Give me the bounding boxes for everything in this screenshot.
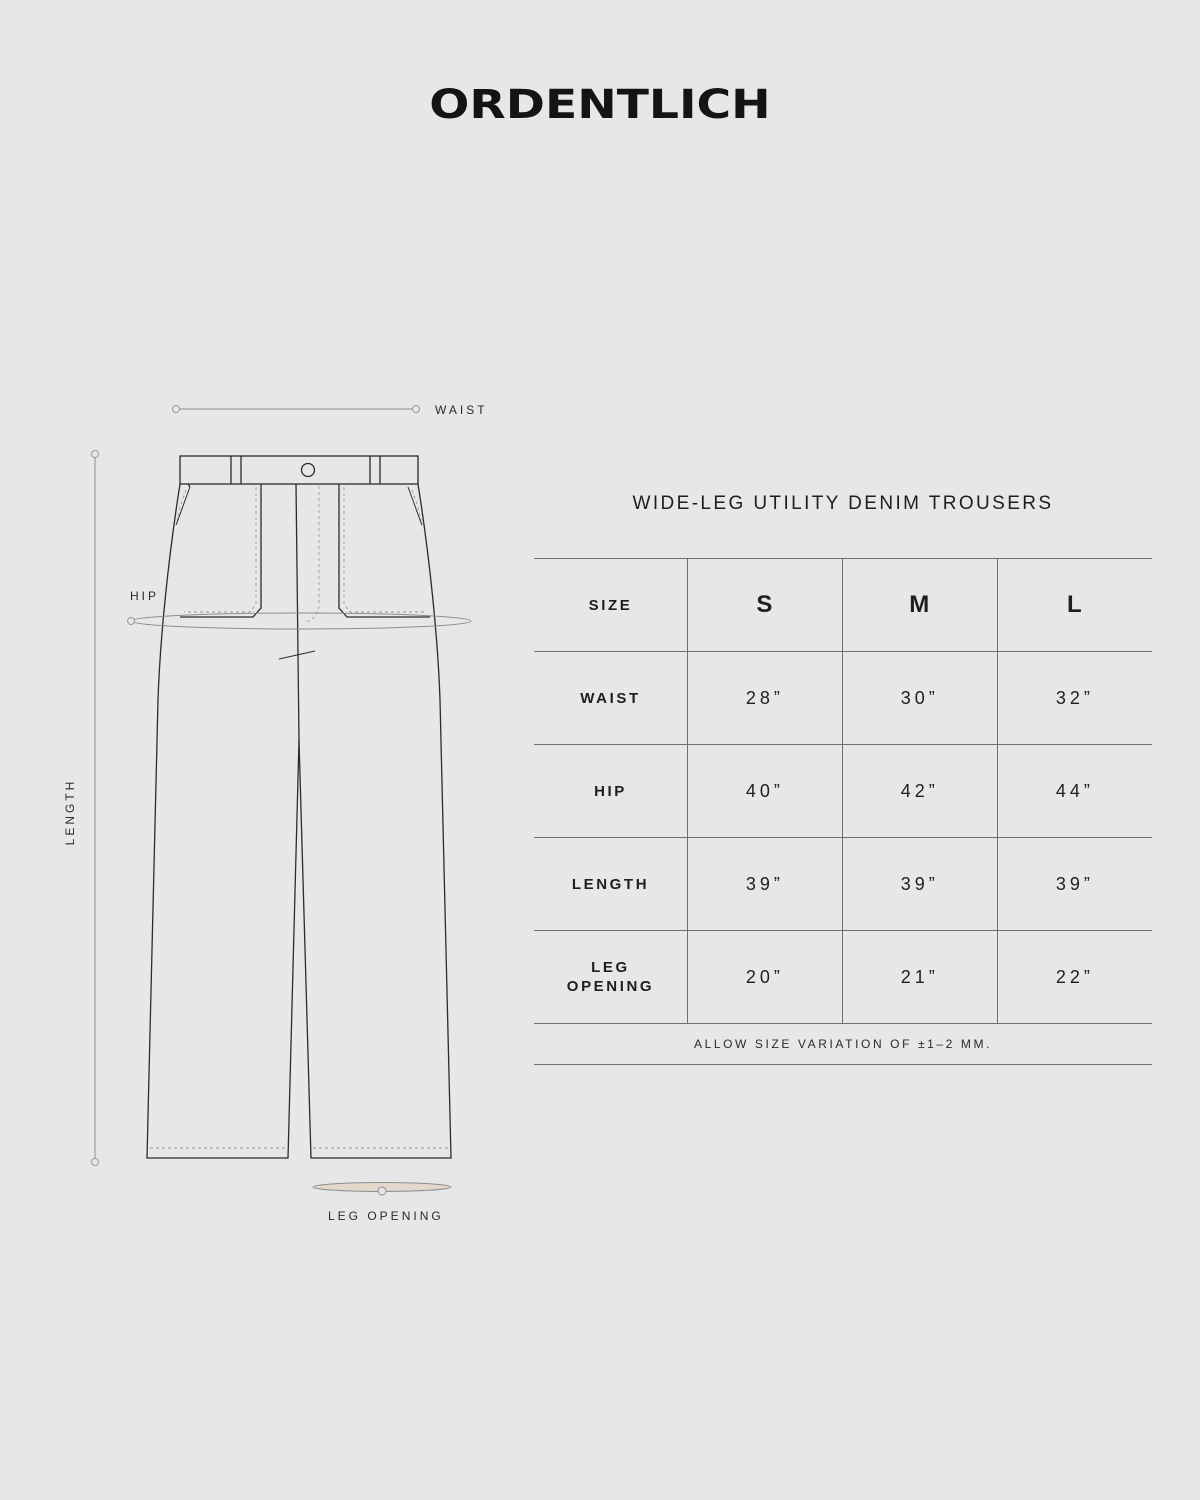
waist-s-value: 28” [688,652,843,745]
row-label-hip: HIP [534,745,688,838]
row-label-waist: WAIST [534,652,688,745]
hip-s-value: 40” [688,745,843,838]
leg-opening-m-value: 21” [842,931,997,1024]
waist-measure-line [173,406,420,413]
length-label: LENGTH [63,778,77,846]
table-note-row [534,1024,1152,1065]
waist-label: WAIST [435,403,488,417]
leg-opening-measure-ellipse [313,1183,451,1196]
length-l-value: 39” [997,838,1152,931]
size-column-m: M [842,559,997,652]
product-title: WIDE-LEG UTILITY DENIM TROUSERS [632,493,1054,514]
size-variation-note: ALLOW SIZE VARIATION OF ±1–2 MM. [534,1024,1152,1065]
size-chart-table [534,558,1152,1065]
length-m-value: 39” [842,838,997,931]
brand-logo: ORDENTLICH [429,82,771,128]
table-row [534,652,1152,745]
length-measure-line [92,451,99,1166]
table-row [534,745,1152,838]
trouser-stitching [150,486,449,1148]
hip-l-value: 44” [997,745,1152,838]
hip-measure-ellipse [128,613,472,629]
table-header-row [534,559,1152,652]
row-label-length: LENGTH [534,838,688,931]
leg-opening-s-value: 20” [688,931,843,1024]
hip-m-value: 42” [842,745,997,838]
table-row [534,931,1152,1024]
leg-opening-label: LEG OPENING [328,1209,444,1223]
trouser-outline [147,456,451,1158]
size-header-label: SIZE [534,559,688,652]
waist-m-value: 30” [842,652,997,745]
row-label-leg-opening-line1: LEG [591,959,630,976]
row-label-leg-opening [534,931,688,1024]
table-row [534,838,1152,931]
size-column-l: L [997,559,1152,652]
size-column-s: S [688,559,843,652]
leg-opening-l-value: 22” [997,931,1152,1024]
length-s-value: 39” [688,838,843,931]
hip-label: HIP [130,589,160,603]
trouser-diagram [0,0,520,1260]
row-label-leg-opening-line2: OPENING [566,978,655,995]
waist-l-value: 32” [997,652,1152,745]
